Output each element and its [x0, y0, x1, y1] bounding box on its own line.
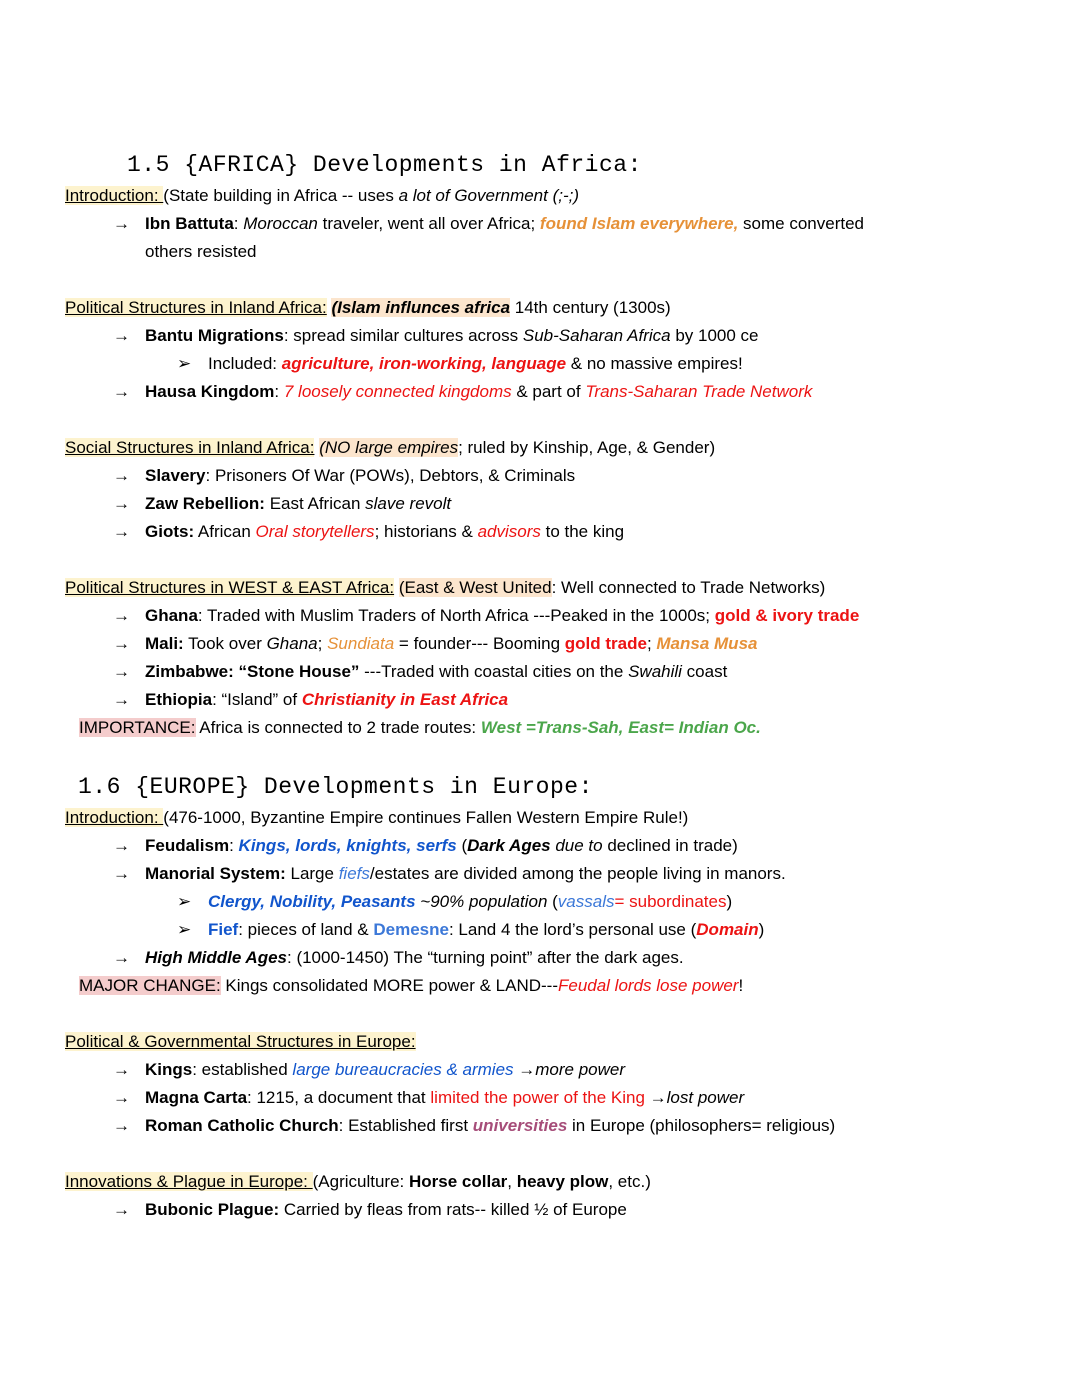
- text-run: vassals: [557, 892, 615, 911]
- text-run: a lot of Government (;-;): [398, 186, 580, 205]
- text-run: ---Traded with coastal cities on the: [359, 662, 629, 681]
- text-run: 7 loosely connected kingdoms: [283, 382, 512, 401]
- text-run: slave revolt: [365, 494, 452, 513]
- blank-line: [65, 742, 1015, 770]
- text-run: Feudalism: [145, 836, 230, 855]
- text-line: [65, 860, 1015, 888]
- text-run: →: [513, 1060, 536, 1079]
- arrow-bullet-icon: →: [113, 606, 130, 625]
- arrowhead-bullet-icon: ➢: [177, 920, 192, 939]
- text-run: traveler, went all over Africa;: [317, 214, 540, 233]
- text-run: & part of: [511, 382, 586, 401]
- text-run: Carried by fleas from rats-- killed ½ of Europe: [279, 1200, 627, 1219]
- text-run: MAJOR CHANGE:: [79, 976, 221, 995]
- text-run: ~90% population: [420, 892, 548, 911]
- text-line: [65, 490, 1015, 518]
- text-run: Ghana: [266, 634, 318, 653]
- text-line: [65, 1196, 1015, 1224]
- text-line: [65, 322, 1015, 350]
- text-run: : Traded with Muslim Traders of North Africa ---Peaked in the 1000s;: [197, 606, 715, 625]
- importance-line: [65, 714, 1015, 742]
- text-run: Sundiata: [327, 634, 395, 653]
- text-run: Innovations & Plague in Europe:: [65, 1172, 313, 1191]
- arrow-bullet-icon: →: [113, 382, 130, 401]
- text-run: Political & Governmental Structures in Europe:: [65, 1032, 416, 1051]
- text-run: Introduction:: [65, 808, 164, 827]
- text-run: Included:: [208, 354, 282, 373]
- text-run: Large: [285, 864, 339, 883]
- text-run: Hausa Kingdom: [145, 382, 275, 401]
- text-run: : Well connected to Trade Networks): [551, 578, 826, 597]
- text-run: advisors: [477, 522, 541, 541]
- blank-line: [65, 1140, 1015, 1168]
- arrowhead-bullet-icon: ➢: [177, 892, 192, 911]
- text-run: Dark Ages: [467, 836, 551, 855]
- arrow-bullet-icon: →: [113, 1088, 130, 1107]
- text-run: others resisted: [145, 242, 257, 261]
- arrow-bullet-icon: →: [113, 948, 130, 967]
- blank-line: [65, 266, 1015, 294]
- text-run: Kings, lords, knights, serfs: [238, 836, 457, 855]
- text-line: [65, 1084, 1015, 1112]
- arrow-bullet-icon: →: [113, 214, 130, 233]
- text-run: (Agriculture:: [312, 1172, 409, 1191]
- text-run: Magna Carta: [145, 1088, 248, 1107]
- text-run: agriculture, iron-working, language: [281, 354, 567, 373]
- section-header: [65, 1028, 1015, 1056]
- text-run: Oral storytellers: [255, 522, 375, 541]
- text-run: more power: [535, 1060, 626, 1079]
- text-line: [65, 832, 1015, 860]
- text-run: Slavery: [145, 466, 206, 485]
- text-run: some converted: [738, 214, 865, 233]
- section-title: 1.6 {EUROPE} Developments in Europe:: [78, 774, 593, 800]
- text-run: !: [738, 976, 744, 995]
- blank-line: [65, 1000, 1015, 1028]
- text-run: = founder--- Booming: [394, 634, 565, 653]
- text-run: Zaw Rebellion:: [145, 494, 265, 513]
- text-run: Kings consolidated MORE power & LAND---: [220, 976, 558, 995]
- major-change-line: [65, 972, 1015, 1000]
- text-run: declined in trade): [602, 836, 738, 855]
- text-run: : 1215, a document that: [247, 1088, 431, 1107]
- text-run: ,: [507, 1172, 517, 1191]
- text-run: (476-1000, Byzantine Empire continues Fallen Western Empire Rule!): [163, 808, 689, 827]
- text-line: [65, 518, 1015, 546]
- text-run: Ethiopia: [145, 690, 213, 709]
- text-run: Ibn Battuta: [145, 214, 234, 233]
- text-line: [65, 630, 1015, 658]
- text-run: Horse collar: [409, 1172, 508, 1191]
- text-run: 14th century (1300s): [510, 298, 671, 317]
- arrow-bullet-icon: →: [113, 864, 130, 883]
- text-run: found Islam everywhere,: [539, 214, 739, 233]
- text-run: large bureaucracies & armies: [292, 1060, 514, 1079]
- text-line: [65, 1112, 1015, 1140]
- text-run: Manorial System:: [145, 864, 286, 883]
- arrow-bullet-icon: →: [113, 522, 130, 541]
- text-run: gold & ivory trade: [714, 606, 860, 625]
- text-run: Social Structures in Inland Africa:: [65, 438, 315, 457]
- text-run: gold trade: [564, 634, 647, 653]
- text-run: (Islam influnces africa: [331, 298, 511, 317]
- text-run: High Middle Ages: [145, 948, 287, 967]
- text-line: [65, 238, 1015, 266]
- text-run: Political Structures in Inland Africa:: [65, 298, 327, 317]
- text-run: to the king: [540, 522, 625, 541]
- text-run: limited the power of the King: [430, 1088, 645, 1107]
- blank-line: [65, 546, 1015, 574]
- intro-line: [65, 804, 1015, 832]
- text-run: :: [233, 214, 244, 233]
- text-run: Africa is connected to 2 trade routes:: [195, 718, 481, 737]
- text-run: West =Trans-Sah, East= Indian Oc.: [480, 718, 761, 737]
- text-line: [65, 210, 1015, 238]
- text-run: IMPORTANCE:: [79, 718, 196, 737]
- text-run: Zimbabwe: “Stone House”: [145, 662, 360, 681]
- text-line: [65, 658, 1015, 686]
- text-run: Christianity in East Africa: [301, 690, 509, 709]
- text-run: : Established first: [338, 1116, 473, 1135]
- section-title: 1.5 {AFRICA} Developments in Africa:: [127, 152, 642, 178]
- text-run: East African: [264, 494, 366, 513]
- arrowhead-bullet-icon: ➢: [177, 354, 192, 373]
- text-run: (East & West United: [398, 578, 552, 597]
- text-run: Kings: [145, 1060, 193, 1079]
- text-line: [65, 686, 1015, 714]
- text-run: (NO large empires: [319, 438, 459, 457]
- text-run: Bantu Migrations: [145, 326, 284, 345]
- arrow-bullet-icon: →: [113, 494, 130, 513]
- text-run: : pieces of land &: [238, 920, 374, 939]
- text-run: in Europe (philosophers= religious): [567, 1116, 836, 1135]
- arrow-bullet-icon: →: [113, 662, 130, 681]
- text-run: Moroccan: [243, 214, 318, 233]
- text-run: coast: [681, 662, 728, 681]
- text-run: , etc.): [608, 1172, 651, 1191]
- text-run: Feudal lords lose power: [557, 976, 739, 995]
- text-run: Roman Catholic Church: [145, 1116, 339, 1135]
- text-run: due to: [550, 836, 603, 855]
- text-line: [65, 602, 1015, 630]
- text-run: (State building in Africa -- uses: [163, 186, 399, 205]
- text-line: [65, 378, 1015, 406]
- text-run: Trans-Saharan Trade Network: [585, 382, 813, 401]
- text-run: :: [229, 836, 239, 855]
- text-run: by 1000 ce: [670, 326, 759, 345]
- arrow-bullet-icon: →: [113, 1060, 130, 1079]
- arrow-bullet-icon: →: [113, 326, 130, 345]
- text-run: Mansa Musa: [656, 634, 758, 653]
- text-run: : Land 4 the lord’s personal use (: [448, 920, 697, 939]
- arrow-bullet-icon: →: [113, 1200, 130, 1219]
- text-run: heavy plow: [516, 1172, 609, 1191]
- text-run: Sub-Saharan Africa: [522, 326, 671, 345]
- text-run: : (1000-1450) The “turning point” after the dark ages.: [287, 948, 684, 967]
- text-run: & no massive empires!: [566, 354, 743, 373]
- text-run: African: [194, 522, 256, 541]
- text-run: (: [456, 836, 468, 855]
- text-run: Demesne: [373, 920, 449, 939]
- text-run: Giots:: [145, 522, 195, 541]
- section-header: [65, 294, 1015, 322]
- text-run: ; ruled by Kinship, Age, & Gender): [458, 438, 716, 457]
- text-run: : Prisoners Of War (POWs), Debtors, & Criminals: [205, 466, 576, 485]
- text-run: Swahili: [628, 662, 682, 681]
- text-run: lost power: [666, 1088, 745, 1107]
- text-run: ): [726, 892, 733, 911]
- arrow-bullet-icon: →: [113, 836, 130, 855]
- text-run: : established: [192, 1060, 293, 1079]
- text-run: Mali:: [145, 634, 184, 653]
- section-header: [65, 1168, 1015, 1196]
- text-line: [65, 462, 1015, 490]
- section-header: [65, 434, 1015, 462]
- section-header: [65, 574, 1015, 602]
- text-run: : “Island” of: [212, 690, 302, 709]
- arrow-bullet-icon: →: [113, 634, 130, 653]
- text-run: fiefs: [338, 864, 370, 883]
- text-run: Fief: [208, 920, 239, 939]
- arrow-bullet-icon: →: [113, 1116, 130, 1135]
- text-line: [65, 916, 1015, 944]
- text-run: Bubonic Plague:: [145, 1200, 280, 1219]
- text-line: [65, 888, 1015, 916]
- intro-line: [65, 182, 1015, 210]
- text-line: [65, 350, 1015, 378]
- text-run: universities: [472, 1116, 568, 1135]
- text-run: Clergy, Nobility, Peasants: [208, 892, 416, 911]
- text-run: ): [758, 920, 765, 939]
- text-run: /estates are divided among the people living in manors.: [369, 864, 786, 883]
- blank-line: [65, 406, 1015, 434]
- text-line: [65, 944, 1015, 972]
- text-run: ;: [646, 634, 657, 653]
- text-run: ; historians &: [374, 522, 478, 541]
- text-run: Introduction:: [65, 186, 164, 205]
- text-run: (: [547, 892, 558, 911]
- text-run: : spread similar cultures across: [283, 326, 523, 345]
- arrow-bullet-icon: →: [113, 690, 130, 709]
- text-run: Domain: [696, 920, 759, 939]
- text-line: [65, 1056, 1015, 1084]
- arrow-bullet-icon: →: [113, 466, 130, 485]
- text-run: ;: [317, 634, 328, 653]
- text-run: →: [644, 1088, 667, 1107]
- text-run: Took over: [183, 634, 267, 653]
- text-run: Political Structures in WEST & EAST Africa:: [65, 578, 395, 597]
- text-run: = subordinates: [614, 892, 727, 911]
- text-run: :: [274, 382, 284, 401]
- text-run: Ghana: [145, 606, 198, 625]
